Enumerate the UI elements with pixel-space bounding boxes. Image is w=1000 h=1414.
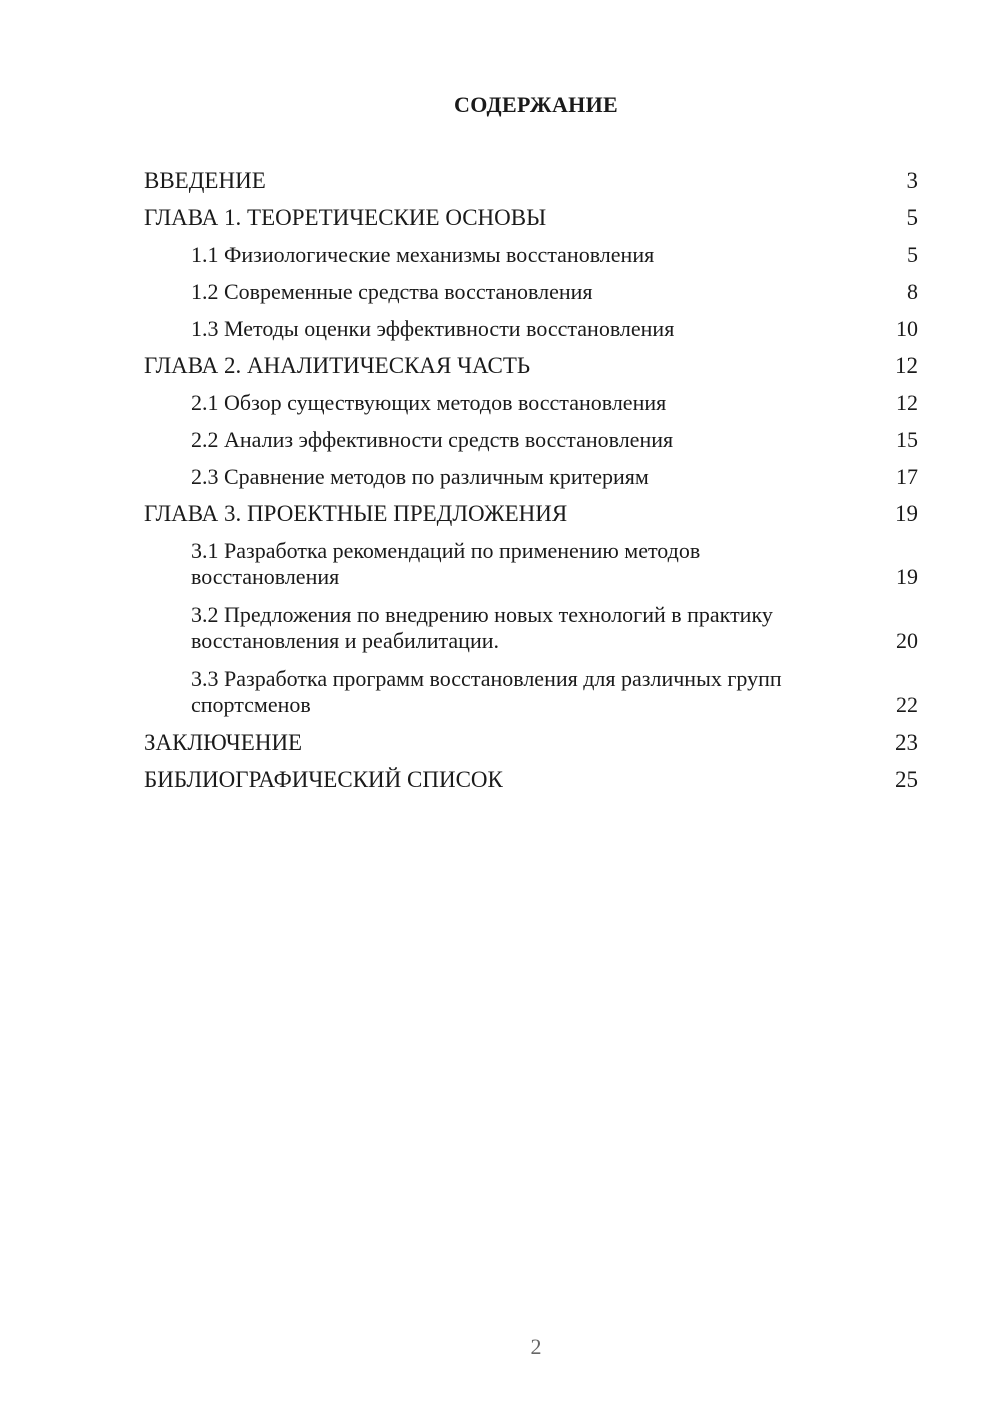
toc-entry-label: ВВЕДЕНИЕ [144,168,266,193]
toc-entry-introduction[interactable] [144,168,918,194]
toc-entry-page: 23 [895,730,918,755]
toc-entry-conclusion[interactable] [144,730,918,756]
toc-entry-label: 3.2 Предложения по внедрению новых технологий в практику восстановления и реабилитации. [191,602,773,653]
toc-entry-label: 2.1 Обзор существующих методов восстановления [191,390,667,415]
page-number: 2 [530,1334,542,1359]
toc-entry-page: 12 [895,353,918,378]
toc-entry-label: ЗАКЛЮЧЕНИЕ [144,730,303,755]
toc-entry-page: 5 [906,205,918,230]
toc-entry-label: 1.3 Методы оценки эффективности восстановления [191,316,675,341]
toc-entry-section-3-2[interactable] [144,602,918,654]
toc-entry-page: 25 [895,767,918,792]
toc-entry-label: 2.3 Сравнение методов по различным критериям [191,464,649,489]
toc-entry-page: 12 [896,390,918,415]
toc-entry-page: 19 [896,564,918,589]
toc-entry-page: 15 [896,427,918,452]
toc-entry-page: 5 [907,242,918,267]
toc-entry-label: 2.2 Анализ эффективности средств восстановления [191,427,674,452]
toc-entry-label: 3.1 Разработка рекомендаций по применению методов восстановления [191,538,701,589]
toc-entry-section-2-3[interactable] [144,464,918,490]
toc-entry-label: 1.1 Физиологические механизмы восстановления [191,242,655,267]
toc-entry-label: 3.3 Разработка программ восстановления для различных групп спортсменов [191,666,782,717]
toc-entry-page: 3 [906,168,918,193]
table-of-contents [144,168,918,804]
toc-entry-chapter-3[interactable] [144,501,918,527]
toc-entry-page: 8 [907,279,918,304]
toc-entry-label: ГЛАВА 1. ТЕОРЕТИЧЕСКИЕ ОСНОВЫ [144,205,547,230]
toc-entry-label: ГЛАВА 2. АНАЛИТИЧЕСКАЯ ЧАСТЬ [144,353,531,378]
toc-entry-page: 20 [896,628,918,653]
toc-entry-section-1-2[interactable] [144,279,918,305]
toc-entry-page: 19 [895,501,918,526]
toc-entry-section-2-2[interactable] [144,427,918,453]
toc-entry-chapter-2[interactable] [144,353,918,379]
toc-entry-label: БИБЛИОГРАФИЧЕСКИЙ СПИСОК [144,767,503,792]
toc-title: СОДЕРЖАНИЕ [454,92,618,117]
toc-entry-page: 10 [896,316,918,341]
toc-entry-section-1-1[interactable] [144,242,918,268]
toc-entry-bibliography[interactable] [144,767,918,793]
toc-entry-page: 22 [896,692,918,717]
toc-entry-section-3-1[interactable] [144,538,918,590]
toc-entry-section-2-1[interactable] [144,390,918,416]
toc-entry-section-3-3[interactable] [144,666,918,718]
toc-entry-page: 17 [896,464,918,489]
toc-entry-section-1-3[interactable] [144,316,918,342]
toc-entry-label: ГЛАВА 3. ПРОЕКТНЫЕ ПРЕДЛОЖЕНИЯ [144,501,568,526]
toc-entry-label: 1.2 Современные средства восстановления [191,279,593,304]
toc-entry-chapter-1[interactable] [144,205,918,231]
